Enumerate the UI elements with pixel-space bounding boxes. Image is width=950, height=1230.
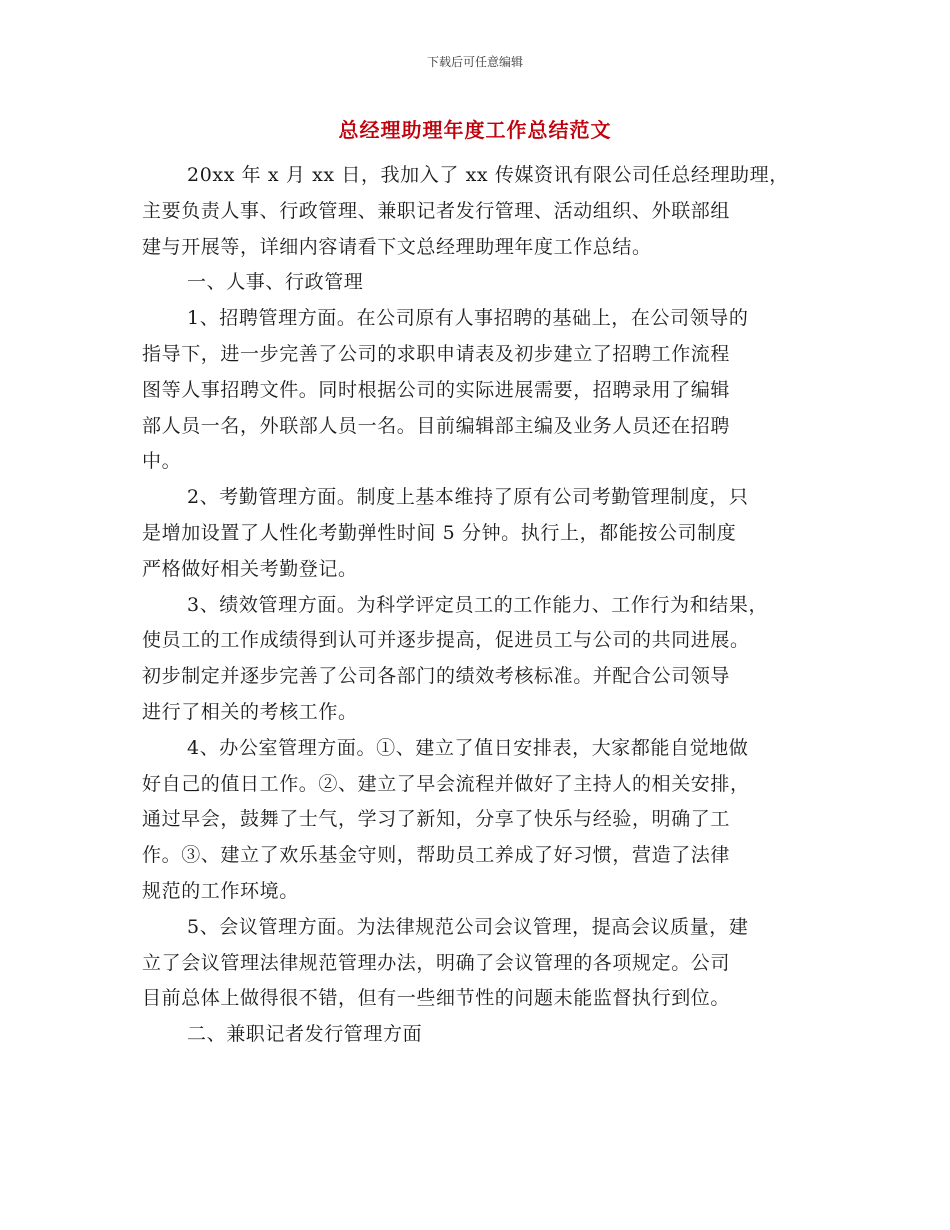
paragraph-intro bbox=[142, 158, 812, 265]
text-line: 1、招聘管理方面。在公司原有人事招聘的基础上，在公司领导的 bbox=[187, 307, 749, 330]
paragraph-meeting bbox=[142, 910, 812, 1017]
text-line: 好自己的值日工作。②、建立了早会流程并做好了主持人的相关安排， bbox=[142, 772, 750, 795]
text-line: 主要负责人事、行政管理、兼职记者发行管理、活动组织、外联部组 bbox=[142, 199, 731, 222]
text-line: 建与开展等，详细内容请看下文总经理助理年度工作总结。 bbox=[142, 235, 652, 258]
document-title: 总经理助理年度工作总结范文 bbox=[338, 118, 612, 142]
text-line: 5、会议管理方面。为法律规范公司会议管理，提高会议质量，建 bbox=[187, 915, 749, 938]
text-line: 2、考勤管理方面。制度上基本维持了原有公司考勤管理制度，只 bbox=[187, 486, 749, 509]
text-line: 初步制定并逐步完善了公司各部门的绩效考核标准。并配合公司领导 bbox=[142, 665, 731, 688]
text-line: 二、兼职记者发行管理方面 bbox=[187, 1023, 423, 1046]
text-line: 使员工的工作成绩得到认可并逐步提高，促进员工与公司的共同进展。 bbox=[142, 629, 750, 652]
text-line: 进行了相关的考核工作。 bbox=[142, 700, 358, 723]
section-heading-reporters bbox=[142, 1017, 812, 1053]
paragraph-office bbox=[142, 731, 812, 910]
text-line: 4、办公室管理方面。①、建立了值日安排表，大家都能自觉地做 bbox=[187, 736, 749, 759]
download-note: 下载后可任意编辑 bbox=[426, 55, 523, 69]
paragraph-recruitment bbox=[142, 301, 812, 480]
document-body bbox=[142, 158, 812, 1053]
text-line: 规范的工作环境。 bbox=[142, 879, 299, 902]
text-line: 指导下，进一步完善了公司的求职申请表及初步建立了招聘工作流程 bbox=[142, 342, 731, 365]
text-line: 通过早会，鼓舞了士气，学习了新知，分享了快乐与经验，明确了工 bbox=[142, 808, 731, 831]
text-line: 一、人事、行政管理 bbox=[187, 271, 364, 294]
text-line: 3、绩效管理方面。为科学评定员工的工作能力、工作行为和结果， bbox=[187, 593, 769, 616]
text-line: 目前总体上做得很不错，但有一些细节性的问题未能监督执行到位。 bbox=[142, 987, 731, 1010]
text-line: 作。③、建立了欢乐基金守则，帮助员工养成了好习惯，营造了法律 bbox=[142, 844, 731, 867]
section-heading-personnel bbox=[142, 265, 812, 301]
text-line: 严格做好相关考勤登记。 bbox=[142, 557, 358, 580]
text-line: 中。 bbox=[142, 450, 182, 473]
text-line: 部人员一名，外联部人员一名。目前编辑部主编及业务人员还在招聘 bbox=[142, 414, 731, 437]
text-line: 图等人事招聘文件。同时根据公司的实际进展需要，招聘录用了编辑 bbox=[142, 378, 731, 401]
text-line: 是增加设置了人性化考勤弹性时间 5 分钟。执行上，都能按公司制度 bbox=[142, 521, 737, 544]
text-line: 立了会议管理法律规范管理办法，明确了会议管理的各项规定。公司 bbox=[142, 951, 731, 974]
text-line: 20xx 年 x 月 xx 日，我加入了 xx 传媒资讯有限公司任总经理助理， bbox=[187, 164, 789, 186]
paragraph-attendance bbox=[142, 480, 812, 587]
paragraph-performance bbox=[142, 588, 812, 731]
